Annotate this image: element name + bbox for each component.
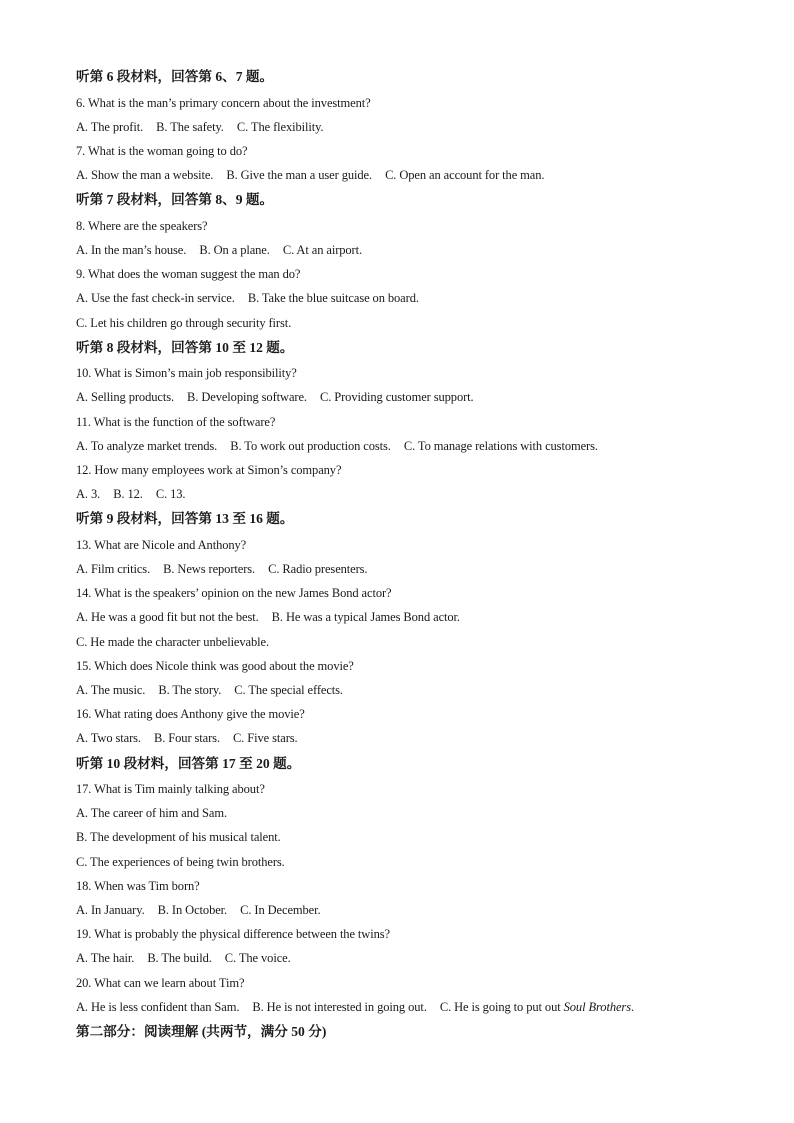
option-c: C. The special effects. [234, 682, 343, 697]
question-8: 8. Where are the speakers? [76, 218, 208, 233]
question-11: 11. What is the function of the software? [76, 414, 276, 429]
question-17: 17. What is Tim mainly talking about? [76, 782, 265, 796]
option-b: B. He is not interested in going out. [252, 999, 427, 1014]
question-14-option-c: C. He made the character unbelievable. [76, 634, 269, 649]
option-a: A. He was a good fit but not the best. [76, 610, 259, 625]
question-8-options [76, 238, 754, 262]
question-6-options [76, 115, 754, 139]
question-16-options [76, 726, 754, 750]
question-14-options [76, 605, 754, 629]
part-two-heading: 第二部分：阅读理解 (共两节，满分 50 分) [76, 1023, 327, 1039]
option-b: B. The build. [147, 951, 212, 966]
option-a: A. Selling products. [76, 390, 174, 405]
section-heading-6: 听第 6 段材料，回答第 6、7 题。 [76, 69, 274, 84]
option-c: C. Radio presenters. [268, 562, 368, 576]
option-c: C. The voice. [224, 951, 291, 966]
option-a: A. The music. [76, 682, 146, 697]
section-heading-8: 听第 8 段材料，回答第 10 至 12 题。 [76, 339, 294, 355]
question-6: 6. What is the man’s primary concern about the investment? [76, 95, 371, 110]
section-heading-7: 听第 7 段材料，回答第 8、9 题。 [76, 192, 274, 208]
question-19: 19. What is probably the physical difference between the twins? [76, 927, 390, 942]
option-c-period: . [630, 999, 634, 1014]
option-c: C. Providing customer support. [319, 390, 474, 405]
question-15: 15. Which does Nicole think was good about the movie? [76, 658, 354, 673]
question-16: 16. What rating does Anthony give the movie? [76, 707, 305, 722]
option-c: C. In December. [240, 902, 321, 917]
option-b: B. On a plane. [199, 242, 270, 257]
question-14: 14. What is the speakers’ opinion on the new James Bond actor? [76, 586, 392, 601]
option-a: A. In the man’s house. [76, 242, 187, 257]
question-15-options [76, 678, 754, 702]
option-a: A. In January. [76, 902, 145, 917]
option-b: B. Four stars. [154, 731, 220, 746]
question-17-option-c: C. The experiences of being twin brothers. [76, 854, 285, 869]
option-c: C. At an airport. [282, 242, 363, 257]
question-17-option-a: A. The career of him and Sam. [76, 806, 227, 821]
question-10: 10. What is Simon’s main job responsibility? [76, 366, 297, 381]
option-c: C. To manage relations with customers. [403, 438, 598, 453]
question-9: 9. What does the woman suggest the man do? [76, 267, 301, 282]
option-c: C. Five stars. [233, 731, 298, 746]
question-9-option-c: C. Let his children go through security first. [76, 315, 292, 330]
option-b: B. Take the blue suitcase on board. [247, 291, 419, 306]
question-19-options [76, 946, 754, 970]
option-b: B. He was a typical James Bond actor. [271, 610, 460, 625]
option-c: C. Open an account for the man. [385, 168, 545, 183]
section-heading-9: 听第 9 段材料，回答第 13 至 16 题。 [76, 511, 294, 527]
option-a: A. The hair. [76, 951, 135, 966]
option-b: B. 12. [113, 487, 143, 502]
question-17-option-b: B. The development of his musical talent. [76, 830, 281, 845]
question-20-options [76, 995, 754, 1019]
question-12: 12. How many employees work at Simon’s company? [76, 462, 342, 477]
option-a: A. 3. [76, 487, 101, 502]
option-b: B. Developing software. [187, 390, 307, 405]
option-c: C. 13. [155, 487, 186, 502]
option-a: A. To analyze market trends. [76, 438, 218, 453]
album-title: Soul Brothers [563, 999, 631, 1014]
question-18: 18. When was Tim born? [76, 878, 200, 893]
exam-page [76, 64, 754, 1045]
question-9-options [76, 286, 754, 310]
question-20: 20. What can we learn about Tim? [76, 975, 245, 990]
option-c: C. The flexibility. [236, 119, 324, 134]
option-a: A. Use the fast check-in service. [76, 291, 235, 306]
question-18-options [76, 898, 754, 922]
option-a: A. The profit. [76, 119, 144, 134]
option-b: B. News reporters. [163, 562, 256, 576]
question-13: 13. What are Nicole and Anthony? [76, 537, 247, 552]
question-7: 7. What is the woman going to do? [76, 143, 248, 158]
question-11-options [76, 434, 754, 458]
option-b: B. The safety. [156, 119, 224, 134]
option-c-text: C. He is going to put out [439, 999, 564, 1014]
option-a: A. Film critics. [76, 562, 151, 576]
section-heading-10: 听第 10 段材料，回答第 17 至 20 题。 [76, 755, 301, 771]
option-b: B. Give the man a user guide. [226, 168, 373, 183]
option-b: B. In October. [157, 902, 228, 917]
option-b: B. The story. [158, 682, 222, 697]
question-7-options [76, 163, 754, 187]
option-a: A. Show the man a website. [76, 168, 214, 183]
question-12-options [76, 482, 754, 506]
option-a: A. Two stars. [76, 731, 141, 746]
option-a: A. He is less confident than Sam. [76, 999, 240, 1014]
question-10-options [76, 385, 754, 409]
question-13-options [76, 557, 754, 581]
option-c [440, 1000, 634, 1014]
option-b: B. To work out production costs. [230, 438, 391, 453]
